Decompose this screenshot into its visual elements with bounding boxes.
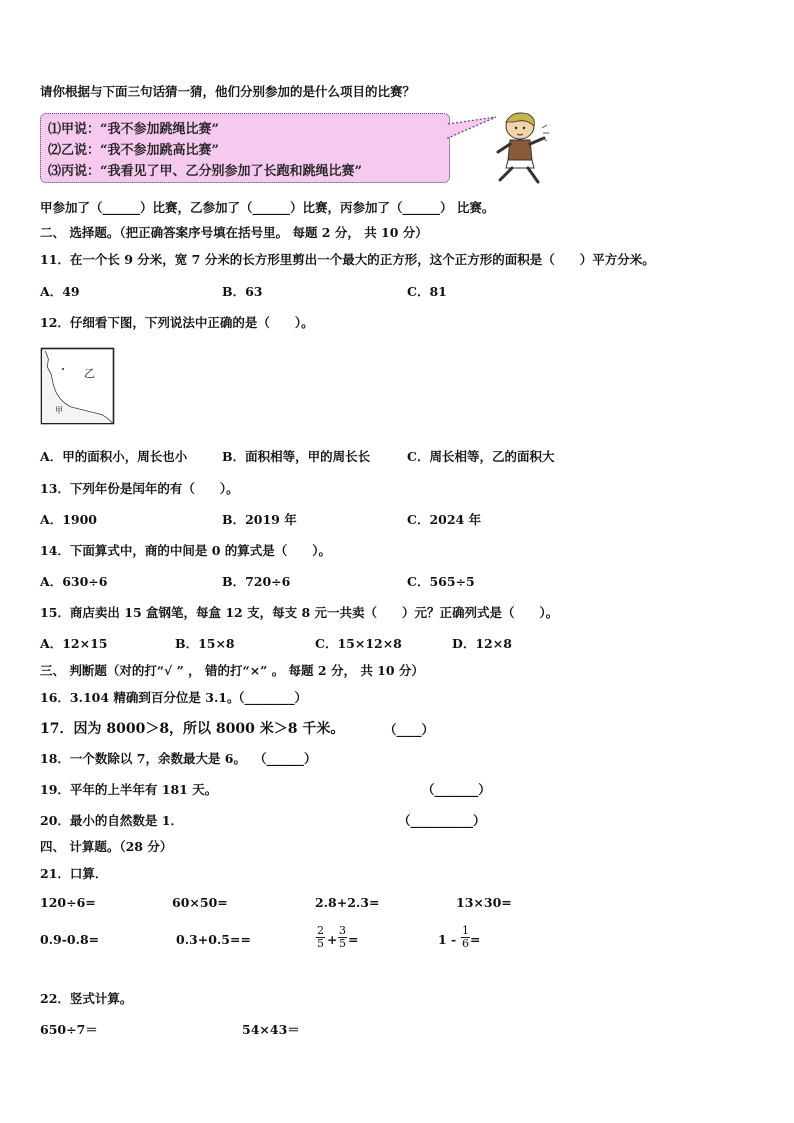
frac-a-numerator: 2 [317,924,324,937]
q20-stem: 20．最小的自然数是 1． [40,813,183,828]
q21-item-6: 0.3+0.5== [176,932,251,947]
q15-option-b: B．15×8 [175,636,235,651]
q18-stem: 18．一个数除以 7，余数最大是 6。 [40,751,246,766]
q22-item-1: 650÷7＝ [40,1022,98,1037]
q14-option-c: C．565÷5 [407,574,475,589]
q21-frac-a [316,925,325,950]
q19-stem: 19．平年的上半年有 181 天。 [40,782,218,797]
frac-plus-sign: + [327,932,338,947]
q11-option-c: C．81 [407,284,447,299]
q14-option-a: A．630÷6 [40,574,108,589]
q14-stem: 14．下面算式中，商的中间是 0 的算式是（ ）。 [40,543,332,558]
q12-stem: 12．仔细看下图，下列说法中正确的是（ ）。 [40,315,314,330]
q21-item-4: 13×30= [456,895,512,910]
q12-option-c: C．周长相等，乙的面积大 [407,449,555,464]
q22-stem: 22．竖式计算。 [40,991,133,1006]
figure-label-yi: 乙 [84,367,95,380]
frac-b-numerator: 3 [339,924,346,937]
q20-answer-blank[interactable]: （__________） [398,813,486,828]
q21-stem: 21．口算． [40,866,108,881]
puzzle-intro: 请你根据与下面三句话猜一猜，他们分别参加的是什么项目的比赛？ [40,84,416,99]
section2-heading: 二、 选择题。（把正确答案序号填在括号里。 每题 2 分， 共 10 分） [40,225,428,240]
q13-option-b: B．2019 年 [222,512,297,527]
q11-stem: 11．在一个长 9 分米，宽 7 分米的长方形里剪出一个最大的正方形，这个正方形的面积是（ ）平方分米。 [40,252,655,267]
q21-item-2: 60×50= [172,895,228,910]
q21-frac-c [461,925,470,950]
frac-c-denominator: 6 [462,937,469,950]
section3-heading: 三、 判断题（对的打“√ ” ， 错的打“×” 。 每题 2 分， 共 10 分） [40,663,424,678]
q21-item-5: 0.9-0.8= [40,932,100,947]
q21-item-3: 2.8+2.3= [315,895,380,910]
frac-b-denominator: 5 [339,937,346,950]
bubble-line-2: ⑵乙说：“我不参加跳高比赛” [48,143,219,158]
q15-stem: 15．商店卖出 15 盒钢笔，每盒 12 支，每支 8 元一共卖（ ）元？正确列式是（ ）。 [40,605,559,620]
q15-option-a: A．12×15 [40,636,108,651]
q21-frac-b [338,925,347,950]
q12-figure [40,347,115,425]
bubble-line-1: ⑴甲说：“我不参加跳绳比赛” [48,122,219,137]
q19-answer-blank[interactable]: （_______） [422,782,491,797]
q15-option-c: C．15×12×8 [315,636,402,651]
q13-option-c: C．2024 年 [407,512,482,527]
frac2-equals-sign: = [470,932,481,947]
frac2-lead: 1 - [438,932,457,947]
q22-item-2: 54×43＝ [242,1022,300,1037]
q16-answer-blank[interactable]: （________） [232,690,308,705]
q13-option-a: A．1900 [40,512,97,527]
q16-stem: 16．3.104 精确到百分位是 3.1。 [40,690,240,705]
q17-stem: 17．因为 8000＞8，所以 8000 米＞8 千米。 [40,721,345,737]
q11-option-b: B．63 [222,284,263,299]
q14-option-b: B．720÷6 [222,574,291,589]
q17-answer-blank[interactable]: （____） [384,722,435,737]
q13-stem: 13．下列年份是闰年的有（ ）。 [40,481,239,496]
figure-label-jia: 甲 [55,406,63,415]
section4-heading: 四、 计算题。（28 分） [40,839,173,854]
q18-answer-blank[interactable]: （______） [254,751,317,766]
q11-option-a: A．49 [40,284,80,299]
bubble-line-3: ⑶丙说：“我看见了甲、乙分别参加了长跑和跳绳比赛” [48,164,362,179]
q21-item-1: 120÷6= [40,895,96,910]
q12-option-a: A．甲的面积小，周长也小 [40,449,188,464]
frac-equals-sign: = [348,932,359,947]
frac-c-numerator: 1 [462,924,469,937]
speech-bubble [40,113,450,183]
frac-a-denominator: 5 [317,937,324,950]
q15-option-d: D．12×8 [452,636,512,651]
q12-option-b: B．面积相等，甲的周长长 [222,449,371,464]
running-boy-illustration [490,108,550,188]
puzzle-answer-line: 甲参加了（______）比赛，乙参加了（______）比赛，丙参加了（______） 比赛。 [40,200,495,215]
